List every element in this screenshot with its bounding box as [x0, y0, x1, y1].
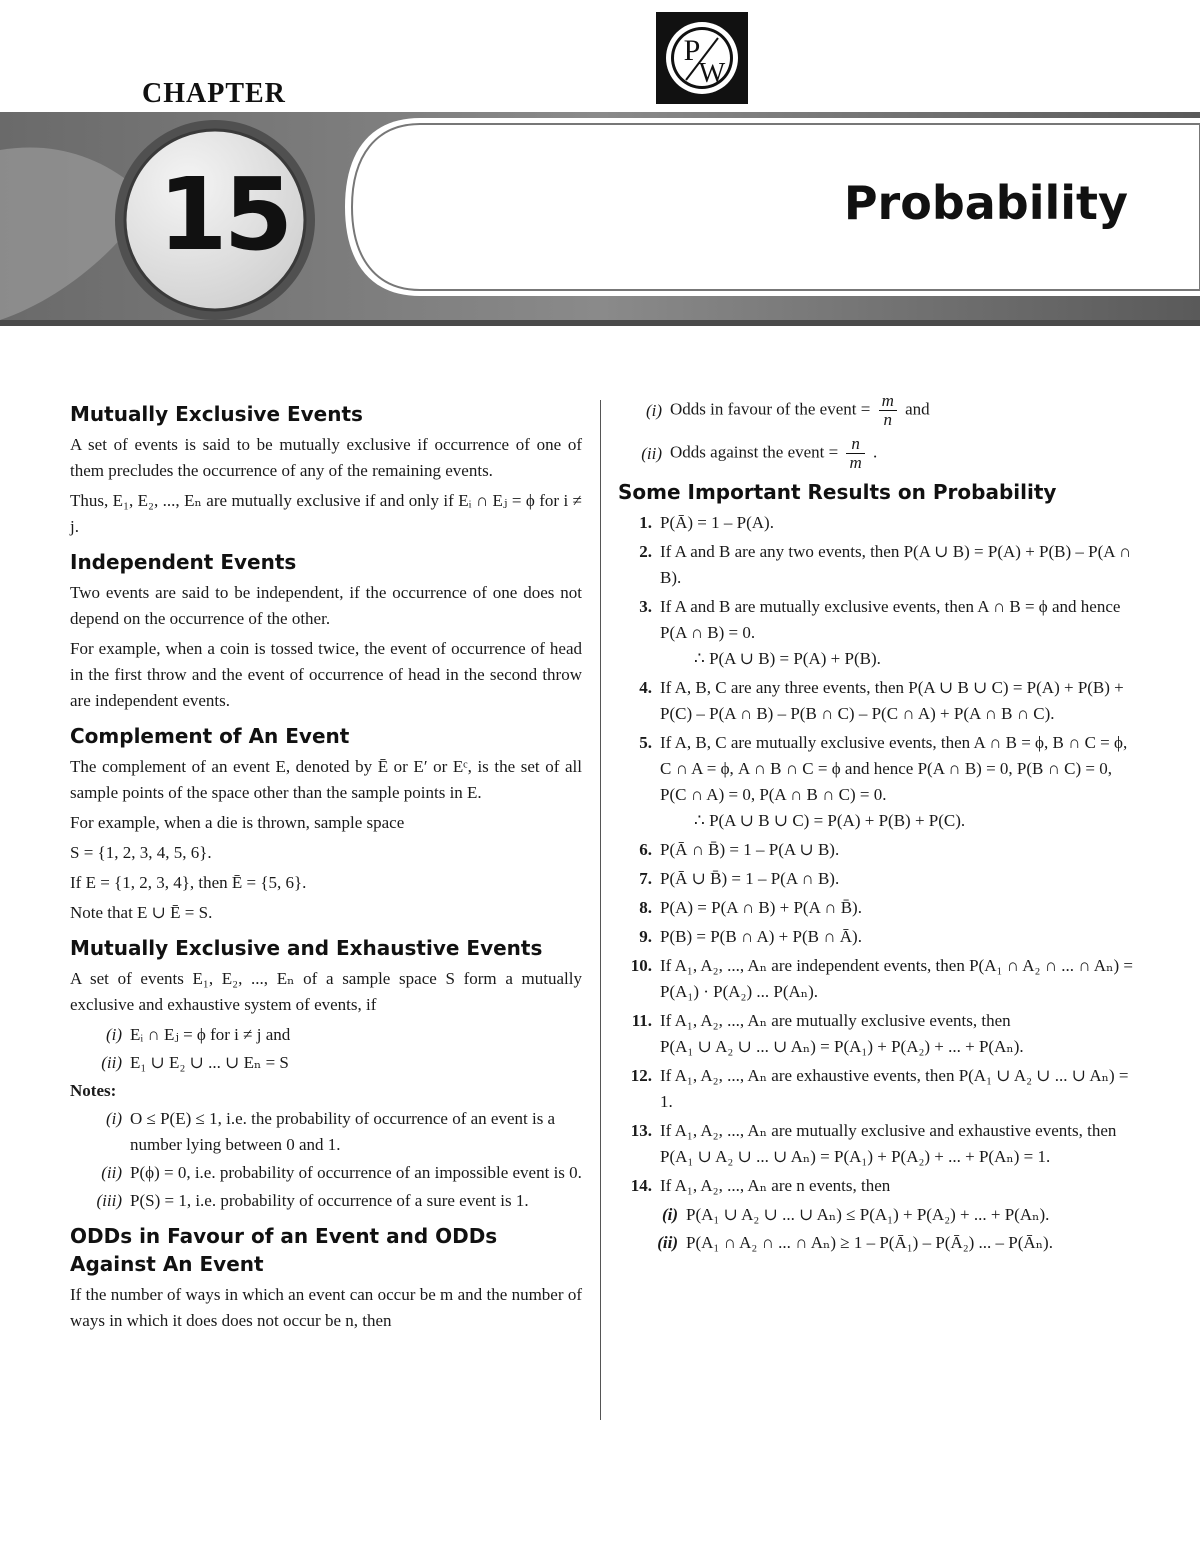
result-item: 4. If A, B, C are any three events, then P(A ∪ B ∪ C) = P(A) + P(B) + P(C) – P(A ∩ B) – P(B ∩ C) – P(C ∩ A) + P(A ∩ B ∩ C). — [639, 678, 1124, 723]
odds-favour: (i) Odds in favour of the event = $\frac{m}{n}$ and — [645, 391, 930, 429]
chapter-banner — [0, 0, 1200, 340]
paragraph: The complement of an event E, denoted by Ē or E′ or Eᶜ, is the set of all sample points of the space other than the sample points in E. — [70, 757, 582, 802]
section-title-exclusive-exhaustive: Mutually Exclusive and Exhaustive Events — [70, 936, 543, 960]
result-item: 7. P(Ā ∪ B̄) = 1 – P(A ∩ B). — [639, 869, 840, 888]
column-divider — [600, 400, 601, 1420]
fraction: $\frac{m}{n}$ — [879, 392, 897, 429]
result-item: 13. If A₁, A₂, ..., Aₙ are mutually exclusive and exhaustive events, then P(A₁ ∪ A₂ ∪ ... ∪ Aₙ) = P(A₁) + P(A₂) + ... + P(Aₙ) = 1. — [630, 1121, 1117, 1166]
result-item: 1. P(Ā) = 1 – P(A). — [639, 513, 774, 532]
result-item: 14. If A₁, A₂, ..., Aₙ are n events, then — [630, 1176, 891, 1195]
odds-against: (ii) Odds against the event = $\frac{n}{m}$ . — [641, 434, 878, 472]
math-line: Note that E ∪ Ē = S. — [70, 903, 213, 922]
note-item: (i) O ≤ P(E) ≤ 1, i.e. the probability of occurrence of an event is a number lying between 0 and 1. — [105, 1109, 556, 1154]
left-column — [70, 392, 582, 1338]
fraction: $\frac{n}{m}$ — [846, 435, 864, 472]
paragraph: If the number of ways in which an event can occur be m and the number of ways in which it does does not occur be n, then — [70, 1285, 582, 1330]
result-subitem: (ii) P(A₁ ∩ A₂ ∩ ... ∩ Aₙ) ≥ 1 – P(Ā₁) – P(Ā₂) ... – P(Āₙ). — [657, 1233, 1053, 1252]
list-item: (i) Eᵢ ∩ Eⱼ = ϕ for i ≠ j and — [105, 1025, 291, 1044]
pw-logo-icon — [656, 12, 748, 104]
notes-label: Notes: — [70, 1081, 117, 1100]
result-item: 11. If A₁, A₂, ..., Aₙ are mutually exclusive events, then P(A₁ ∪ A₂ ∪ ... ∪ Aₙ) = P(A₁) + P(A₂) + ... + P(Aₙ). — [631, 1011, 1024, 1056]
svg-text:P: P — [683, 34, 701, 67]
paragraph: For example, when a coin is tossed twice, the event of occurrence of head in the first throw and the event of occurrence of head in the second throw are independent events. — [70, 639, 582, 710]
svg-text:W: W — [698, 58, 726, 89]
result-item: 3. If A and B are mutually exclusive events, then A ∩ B = ϕ and hence P(A ∩ B) = 0. ∴ P(A ∪ B) = P(A) + P(B). — [639, 597, 1121, 668]
chapter-label: CHAPTER — [142, 78, 286, 109]
section-title-complement: Complement of An Event — [70, 724, 350, 748]
paragraph: Two events are said to be independent, if the occurrence of one does not depend on the occurrence of the other. — [70, 583, 582, 628]
section-title-odds: ODDs in Favour of an Event and ODDs Against An Event — [70, 1224, 498, 1276]
note-item: (ii) P(ϕ) = 0, i.e. probability of occurrence of an impossible event is 0. — [101, 1163, 582, 1182]
note-item: (iii) P(S) = 1, i.e. probability of occurrence of a sure event is 1. — [96, 1191, 529, 1210]
section-title-results: Some Important Results on Probability — [618, 480, 1057, 504]
chapter-title: Probability — [843, 176, 1128, 230]
paragraph: For example, when a die is thrown, sample space — [70, 813, 405, 832]
result-item: 9. P(B) = P(B ∩ A) + P(B ∩ Ā). — [639, 927, 862, 946]
math-line: If E = {1, 2, 3, 4}, then Ē = {5, 6}. — [70, 873, 307, 892]
paragraph: A set of events is said to be mutually exclusive if occurrence of one of them precludes the occurrence of any of the remaining events. — [70, 435, 582, 480]
result-item: 2. If A and B are any two events, then P(A ∪ B) = P(A) + P(B) – P(A ∩ B). — [639, 542, 1132, 587]
math-line: S = {1, 2, 3, 4, 5, 6}. — [70, 843, 212, 862]
paragraph: A set of events E₁, E₂, ..., Eₙ of a sample space S form a mutually exclusive and exhaustive system of events, if — [70, 969, 582, 1014]
right-column — [618, 392, 1138, 1258]
result-item: 12. If A₁, A₂, ..., Aₙ are exhaustive events, then P(A₁ ∪ A₂ ∪ ... ∪ Aₙ) = 1. — [630, 1066, 1129, 1111]
result-item: 5. If A, B, C are mutually exclusive events, then A ∩ B = ϕ, B ∩ C = ϕ, C ∩ A = ϕ, A ∩ B ∩ C = ϕ and hence P(A ∩ B) = 0, P(B ∩ C) = 0, P(C ∩ A) = 0, P(A ∩ B ∩ C) = 0. ∴ P(A ∪ B ∪ C) = P(A) + P(B) + P(C). — [639, 733, 1128, 830]
result-subitem: (i) P(A₁ ∪ A₂ ∪ ... ∪ Aₙ) ≤ P(A₁) + P(A₂) + ... + P(Aₙ). — [661, 1205, 1050, 1224]
section-title-mutually-exclusive: Mutually Exclusive Events — [70, 402, 363, 426]
paragraph: Thus, E₁, E₂, ..., Eₙ are mutually exclusive if and only if Eᵢ ∩ Eⱼ = ϕ for i ≠ j. — [70, 491, 582, 536]
result-item: 10. If A₁, A₂, ..., Aₙ are independent events, then P(A₁ ∩ A₂ ∩ ... ∩ Aₙ) = P(A₁) · P(A₂) ... P(Aₙ). — [630, 956, 1133, 1001]
section-title-independent: Independent Events — [70, 550, 297, 574]
chapter-number: 15 — [158, 156, 290, 273]
list-item: (ii) E₁ ∪ E₂ ∪ ... ∪ Eₙ = S — [101, 1053, 289, 1072]
result-item: 8. P(A) = P(A ∩ B) + P(A ∩ B̄). — [639, 898, 862, 917]
result-item: 6. P(Ā ∩ B̄) = 1 – P(A ∪ B). — [639, 840, 840, 859]
